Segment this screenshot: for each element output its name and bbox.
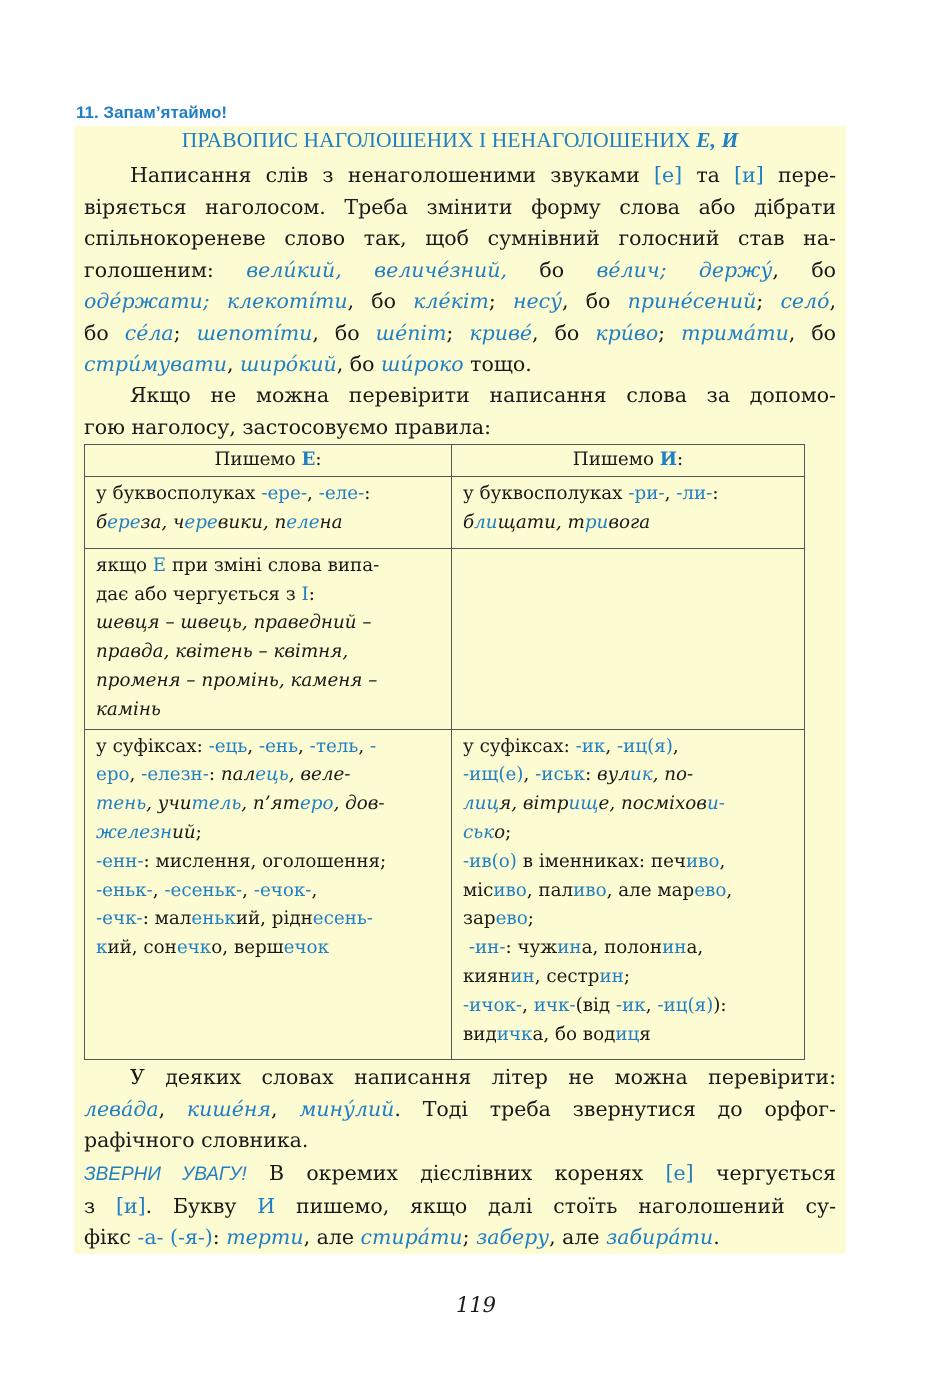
cell-alternation: якщо Е при зміні слова випа- дає або чергується з І: шевця – швець, праведний – правда, квітень – квітня, променя – промінь, каменя – камінь <box>85 548 452 729</box>
page-title: ПРАВОПИС НАГОЛОШЕНИХ І НЕНАГОЛОШЕНИХ Е, И <box>181 128 739 152</box>
table-row <box>85 548 805 729</box>
paragraph-2: Якщо не можна перевірити написання слова за допомо- гою наголосу, застосовуємо правила: <box>84 383 836 439</box>
table-row <box>85 729 805 1059</box>
table-header-row <box>85 445 805 477</box>
paragraph-1: Написання слів з ненаголошеними звуками [е] та [и] пере- віряється наголосом. Треба змінити форму слова або дібрати спільнокореневе слово так, щоб сумнівний голосний став на- голошеним: вели́кий, величе́зний, бо ве́лич; держу́, бо оде́ржати; клекоті́ти, бо кле́кіт; несу́, бо прине́сений; село́, бо се́ла; шепоті́ти, бо ше́піт; криве́, бо кри́во; трима́ти, бо стри́мувати, широ́кий, бо ши́роко тощо. <box>84 163 837 376</box>
spelling-rules-table <box>84 444 805 1060</box>
header-e: Пишемо Е: <box>85 445 452 477</box>
paragraph-attention: ЗВЕРНИ УВАГУ! В окремих дієслівних коренях [е] чергується з [и]. Букву И пишемо, якщо далі стоїть наголошений су- фікс -а- (-я-): терти, але стира́ти; заберу, але забира́ти. <box>84 1161 836 1249</box>
section-heading: 11. Запам’ятаймо! <box>76 103 228 122</box>
paragraph-3: У деяких словах написання літер не можна перевірити: лева́да, кише́ня, мину́лий. Тоді треба звернутися до орфог- рафічного словника. <box>84 1065 836 1152</box>
page-number: 119 <box>455 1293 497 1317</box>
cell-empty <box>452 548 805 729</box>
header-i: Пишемо И: <box>452 445 805 477</box>
cell-suffixes-e: у суфіксах: -ець, -ень, -тель, - еро, -елезн-: палець, веле- тень, учитель, п’ятеро, дов- железний; -енн-: мислення, оголошення; -еньк-, -есеньк-, -ечок-, -ечк-: маленький, ріднесень- кий, сонечко, вершечок <box>85 729 452 1059</box>
table-row <box>85 476 805 548</box>
cell-ry-ly: у буквосполуках -ри-, -ли-: блищати, тривога <box>452 476 805 548</box>
cell-ere-ele: у буквосполуках -ере-, -еле-: береза, черевики, пелена <box>85 476 452 548</box>
cell-suffixes-i: у суфіксах: -ик, -иц(я), -ищ(е), -иськ: вулик, по- лиця, вітрище, посміхови- сько; -ив(о) в іменниках: печиво, місиво, паливо, але марево, зарево; -ин-: чужина, полонина, киянин, сестрин; -ичок-, ичк-(від -ик, -иц(я)): видичка, бо водиця <box>452 729 805 1059</box>
attention-label: ЗВЕРНИ УВАГУ! <box>84 1164 247 1185</box>
